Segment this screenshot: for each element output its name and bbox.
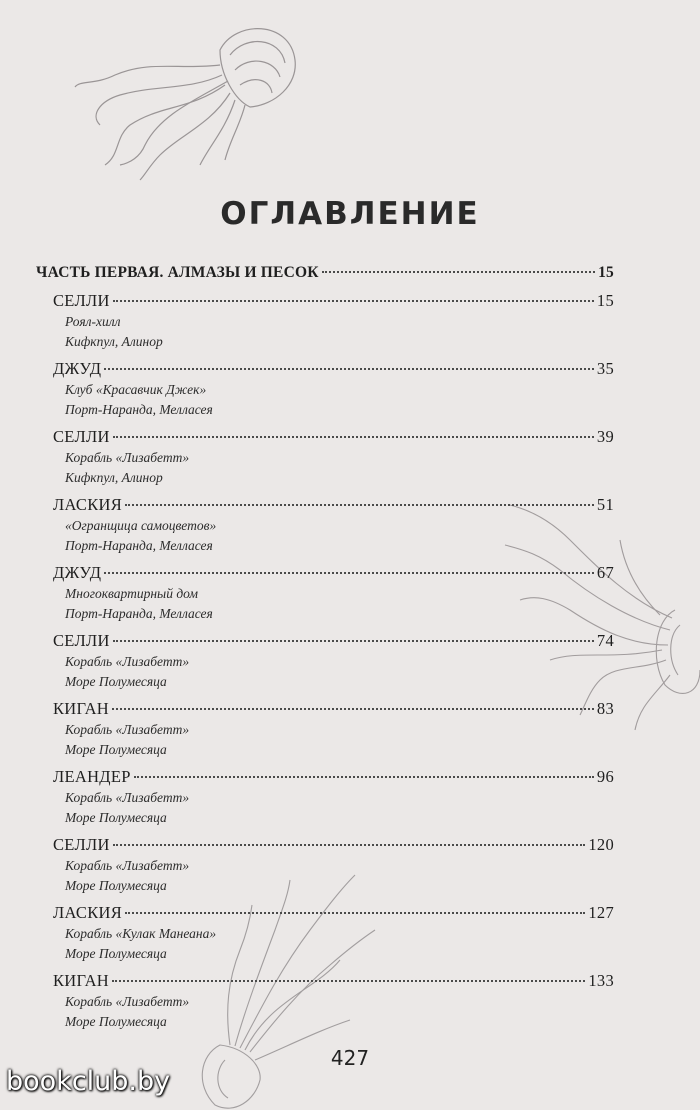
dot-leader (104, 572, 594, 574)
dot-leader (112, 980, 585, 982)
site-watermark: bookclub.by (6, 1066, 171, 1097)
toc-entry (36, 426, 614, 488)
toc-entry (36, 698, 614, 760)
dot-leader (134, 776, 594, 778)
chapter-page: 127 (588, 903, 614, 922)
chapter-name: ЛЕАНДЕР (53, 767, 131, 786)
chapter-page: 83 (596, 699, 614, 718)
chapter-name: ЛАСКИЯ (53, 495, 123, 514)
part-title: ЧАСТЬ ПЕРВАЯ. АЛМАЗЫ И ПЕСОК (36, 264, 319, 281)
chapter-name: ДЖУД (53, 359, 102, 378)
jellyfish-illustration-top (60, 15, 310, 185)
dot-leader (113, 844, 586, 846)
page-title: ОГЛАВЛЕНИЕ (220, 196, 480, 232)
chapter-page: 74 (596, 631, 614, 650)
chapter-place: Корабль «Лизабетт» (65, 790, 190, 805)
dot-leader (104, 368, 594, 370)
chapter-location: Море Полумесяца (65, 1014, 167, 1029)
chapter-place: Корабль «Лизабетт» (65, 858, 190, 873)
dot-leader (322, 271, 595, 273)
chapter-name: СЕЛЛИ (53, 291, 110, 310)
part-page: 15 (598, 264, 614, 281)
chapter-page: 39 (596, 427, 614, 446)
chapter-place: Клуб «Красавчик Джек» (65, 382, 207, 397)
chapter-location: Кифкпул, Алинор (65, 334, 163, 349)
dot-leader (112, 708, 594, 710)
chapter-page: 67 (596, 563, 614, 582)
chapter-place: Корабль «Лизабетт» (65, 722, 190, 737)
toc-entry (36, 766, 614, 828)
toc-entry (36, 902, 614, 964)
chapter-place: Корабль «Лизабетт» (65, 450, 190, 465)
chapter-name: СЕЛЛИ (53, 427, 110, 446)
dot-leader (125, 912, 585, 914)
chapter-name: СЕЛЛИ (53, 835, 110, 854)
toc-entry (36, 630, 614, 692)
chapter-location: Порт-Наранда, Мелласея (65, 606, 213, 621)
chapter-page: 96 (596, 767, 614, 786)
chapter-page: 133 (588, 971, 614, 990)
chapter-name: СЕЛЛИ (53, 631, 110, 650)
chapter-location: Кифкпул, Алинор (65, 470, 163, 485)
toc-entry (36, 970, 614, 1032)
dot-leader (113, 640, 594, 642)
chapter-location: Море Полумесяца (65, 946, 167, 961)
table-of-contents (36, 262, 614, 1032)
dot-leader (125, 504, 594, 506)
chapter-location: Море Полумесяца (65, 674, 167, 689)
chapter-place: Корабль «Лизабетт» (65, 654, 190, 669)
chapter-location: Море Полумесяца (65, 810, 167, 825)
toc-entry (36, 494, 614, 556)
chapter-page: 15 (596, 291, 614, 310)
chapter-location: Море Полумесяца (65, 742, 167, 757)
chapter-name: ЛАСКИЯ (53, 903, 123, 922)
toc-entry (36, 358, 614, 420)
toc-part-row (36, 262, 614, 284)
chapter-place: Многоквартирный дом (65, 586, 199, 601)
chapter-page: 35 (596, 359, 614, 378)
toc-entry (36, 834, 614, 896)
chapter-name: КИГАН (53, 699, 109, 718)
chapter-place: Роял-хилл (65, 314, 121, 329)
chapter-location: Порт-Наранда, Мелласея (65, 402, 213, 417)
toc-entry (36, 290, 614, 352)
chapter-page: 120 (588, 835, 614, 854)
toc-entry (36, 562, 614, 624)
chapter-location: Порт-Наранда, Мелласея (65, 538, 213, 553)
chapter-location: Море Полумесяца (65, 878, 167, 893)
chapter-name: КИГАН (53, 971, 109, 990)
chapter-place: Корабль «Кулак Манеана» (65, 926, 217, 941)
chapter-place: Корабль «Лизабетт» (65, 994, 190, 1009)
page-number: 427 (330, 1046, 370, 1070)
dot-leader (113, 436, 594, 438)
chapter-page: 51 (596, 495, 614, 514)
chapter-place: «Огранщица самоцветов» (65, 518, 217, 533)
dot-leader (113, 300, 594, 302)
chapter-name: ДЖУД (53, 563, 102, 582)
